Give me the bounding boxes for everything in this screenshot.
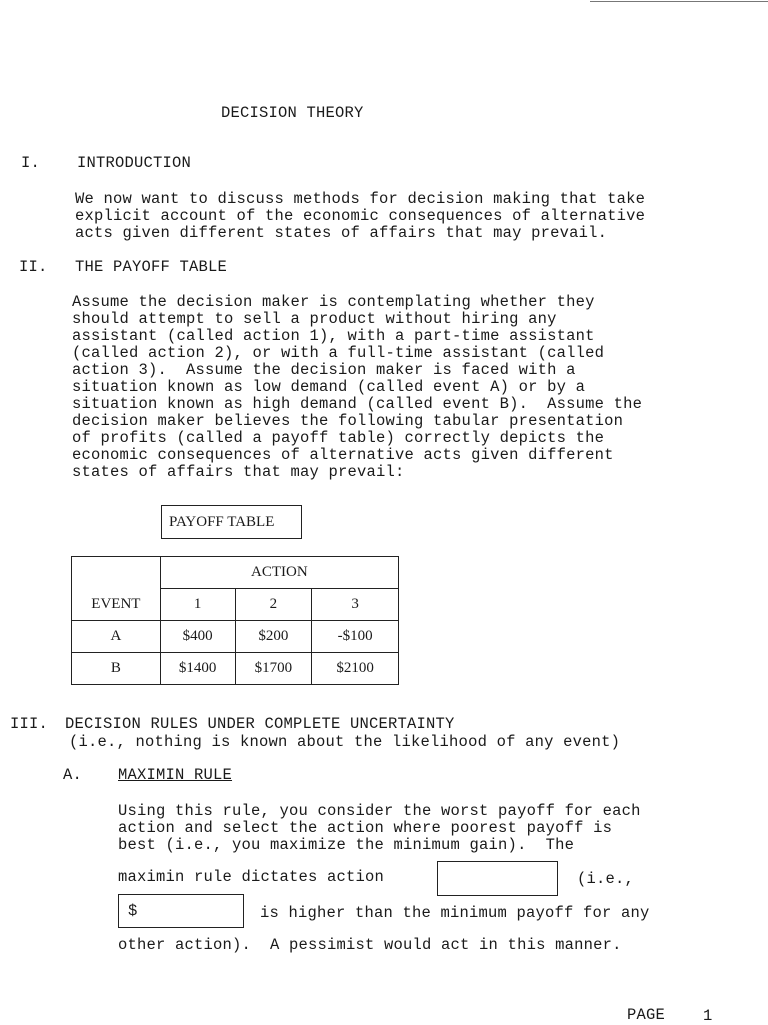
- page-number: 1: [703, 1007, 713, 1025]
- section-3-subheading: (i.e., nothing is known about the likelihood of any event): [69, 733, 621, 751]
- action-col-header: 1: [160, 589, 235, 621]
- payoff-cell: -$100: [312, 621, 399, 653]
- paragraph-line: We now want to discuss methods for decision making that take: [75, 190, 646, 208]
- action-answer-blank[interactable]: [437, 861, 558, 896]
- page-title: DECISION THEORY: [221, 104, 364, 122]
- paragraph-line: economic consequences of alternative acts given different: [72, 446, 614, 464]
- paragraph-line: Using this rule, you consider the worst payoff for each: [118, 802, 641, 820]
- ie-text: (i.e.,: [577, 870, 635, 888]
- dollar-sign: $: [128, 902, 138, 920]
- paragraph-line: (called action 2), or with a full-time assistant (called: [72, 344, 605, 362]
- event-header: EVENT: [72, 589, 161, 621]
- section-2-heading: THE PAYOFF TABLE: [75, 258, 228, 276]
- section-1-paragraph: [75, 191, 645, 242]
- paragraph-line: action 3). Assume the decision maker is faced with a: [72, 361, 576, 379]
- event-label: A: [72, 621, 161, 653]
- paragraph-line: Assume the decision maker is contemplating whether they: [72, 293, 595, 311]
- table-corner-cell: [72, 557, 161, 589]
- action-col-header: 3: [312, 589, 399, 621]
- payoff-cell: $400: [160, 621, 235, 653]
- action-col-header: 2: [235, 589, 312, 621]
- subsection-heading: MAXIMIN RULE: [118, 766, 233, 784]
- section-2-numeral: II.: [19, 258, 48, 276]
- section-3-numeral: III.: [10, 715, 49, 733]
- payoff-table-label: PAYOFF TABLE: [169, 514, 275, 530]
- paragraph-line: situation known as high demand (called event B). Assume the: [72, 395, 643, 413]
- payoff-table: [71, 556, 399, 685]
- section-1-heading: INTRODUCTION: [77, 154, 192, 172]
- paragraph-line: decision maker believes the following tabular presentation: [72, 412, 624, 430]
- payoff-cell: $1400: [160, 653, 235, 685]
- paragraph-line: assistant (called action 1), with a part-time assistant: [72, 327, 595, 345]
- paragraph-line: best (i.e., you maximize the minimum gain). The: [118, 836, 575, 854]
- maximin-paragraph: [118, 803, 641, 854]
- payoff-table-label-box: [161, 505, 302, 539]
- maximin-dictates-text: maximin rule dictates action: [118, 868, 385, 886]
- section-1-numeral: I.: [21, 154, 41, 172]
- payoff-cell: $2100: [312, 653, 399, 685]
- table-row: [72, 653, 399, 685]
- payoff-cell: $1700: [235, 653, 312, 685]
- paragraph-line: situation known as low demand (called event A) or by a: [72, 378, 586, 396]
- event-label: B: [72, 653, 161, 685]
- scan-edge-mark: [590, 1, 768, 2]
- dollar-answer-blank[interactable]: [118, 894, 244, 928]
- section-3-heading: DECISION RULES UNDER COMPLETE UNCERTAINTY: [65, 715, 455, 733]
- pessimist-text: other action). A pessimist would act in this manner.: [118, 936, 622, 954]
- paragraph-line: acts given different states of affairs that may prevail.: [75, 224, 608, 242]
- higher-than-text: is higher than the minimum payoff for any: [260, 904, 650, 922]
- paragraph-line: states of affairs that may prevail:: [72, 463, 405, 481]
- action-header: ACTION: [160, 557, 398, 589]
- paragraph-line: explicit account of the economic consequences of alternative: [75, 207, 646, 225]
- page-label: PAGE: [627, 1006, 666, 1024]
- table-row: [72, 621, 399, 653]
- paragraph-line: action and select the action where poorest payoff is: [118, 819, 613, 837]
- payoff-cell: $200: [235, 621, 312, 653]
- paragraph-line: of profits (called a payoff table) correctly depicts the: [72, 429, 605, 447]
- subsection-letter: A.: [63, 766, 83, 784]
- paragraph-line: should attempt to sell a product without hiring any: [72, 310, 557, 328]
- section-2-paragraph: [72, 294, 642, 481]
